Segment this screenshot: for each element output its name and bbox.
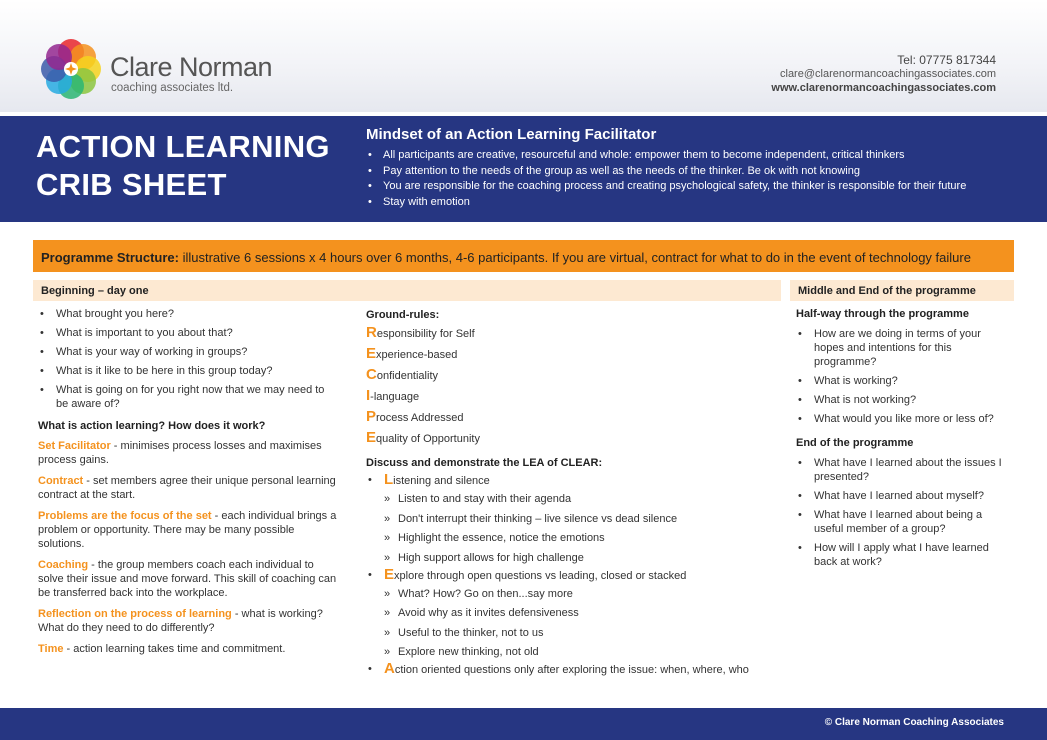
- ground-rule-letter: E: [366, 345, 377, 362]
- definition-item: [38, 607, 338, 635]
- ground-rule-letter: I: [366, 387, 371, 404]
- brand-name: Clare Norman: [110, 52, 273, 82]
- ground-rule-letter: P: [366, 408, 377, 425]
- contact-email[interactable]: clare@clarenormancoachingassociates.com: [780, 68, 996, 80]
- list-item: » Highlight the essence, notice the emotions: [366, 531, 781, 545]
- definition-text: - set members agree their unique personal learning contract at the start.: [38, 475, 336, 501]
- page-title: [36, 128, 330, 204]
- list-item: » Explore new thinking, not old: [366, 645, 781, 659]
- programme-label: Programme Structure:: [41, 250, 179, 265]
- definition-item: [38, 642, 338, 656]
- list-item: » Listen to and stay with their agenda: [366, 492, 781, 506]
- definition-key: Time: [38, 643, 64, 655]
- list-item: • What is your way of working in groups?: [38, 345, 338, 359]
- list-item: • What have I learned about being a useful member of a group?: [796, 508, 1011, 536]
- list-item: » Useful to the thinker, not to us: [366, 626, 781, 640]
- ground-rule-text: esponsibility for Self: [376, 328, 475, 340]
- beginning-questions: [38, 307, 338, 411]
- definition-text: - what is working? What do they need to do differently?: [38, 608, 323, 634]
- list-item: • What is going on for you right now that we may need to be aware of?: [38, 383, 338, 411]
- definition-text: - the group members coach each individual to solve their issue and move forward. This skill of coaching can be transferred back into the workplace.: [38, 559, 337, 599]
- list-item: • What is it like to be here in this group today?: [38, 364, 338, 378]
- what-is-action-learning-heading: What is action learning? How does it work?: [38, 420, 266, 432]
- list-item: » What? How? Go on then...say more: [366, 587, 781, 601]
- ground-rule: [366, 389, 781, 404]
- ground-rule-text: -language: [370, 391, 420, 403]
- halfway-heading: Half-way through the programme: [796, 308, 969, 320]
- clear-text: istening and silence: [393, 475, 490, 487]
- page-header: [0, 0, 1047, 112]
- clear-sublist: [366, 587, 781, 660]
- definition-key: Set Facilitator: [38, 440, 111, 452]
- ground-rule-letter: C: [366, 366, 377, 383]
- clear-item: [366, 565, 781, 583]
- ground-rule-text: rocess Addressed: [376, 412, 464, 424]
- halfway-questions: [796, 327, 1011, 426]
- ground-rule: [366, 368, 781, 383]
- clear-item: [366, 473, 781, 488]
- ground-rule-text: onfidentiality: [376, 370, 438, 382]
- left-column: [38, 307, 338, 656]
- list-item: • All participants are creative, resourceful and whole: empower them to become independent, critical thinkers: [366, 148, 966, 164]
- list-item: • What would you like more or less of?: [796, 412, 1011, 426]
- ground-rule: [366, 347, 781, 362]
- clear-list: [366, 473, 781, 488]
- list-item: • What is working?: [796, 374, 1011, 388]
- flower-logo-icon: [40, 38, 102, 100]
- right-column: [796, 307, 1011, 574]
- definition-key: Problems are the focus of the set: [38, 510, 212, 522]
- clear-heading: Discuss and demonstrate the LEA of CLEAR:: [366, 457, 603, 469]
- ground-rule-letter: R: [366, 324, 377, 341]
- list-item: • Pay attention to the needs of the group as well as the needs of the thinker. Be ok with not knowing: [366, 164, 966, 180]
- definition-text: - minimises process losses and maximises process gains.: [38, 440, 322, 466]
- definition-item: [38, 439, 338, 467]
- title-banner: [0, 116, 1047, 222]
- end-questions: [796, 456, 1011, 569]
- ground-rule-text: quality of Opportunity: [376, 433, 480, 445]
- definition-item: [38, 558, 338, 600]
- list-item: • Stay with emotion: [366, 195, 966, 211]
- copyright: © Clare Norman Coaching Associates: [824, 717, 1004, 728]
- list-item: • What have I learned about myself?: [796, 489, 1011, 503]
- definition-key: Reflection on the process of learning: [38, 608, 232, 620]
- list-item: • What is important to you about that?: [38, 326, 338, 340]
- list-item: • How are we doing in terms of your hopes and intentions for this programme?: [796, 327, 1011, 369]
- list-item: » High support allows for high challenge: [366, 551, 781, 565]
- title-line-1: ACTION LEARNING: [36, 129, 330, 164]
- programme-text: illustrative 6 sessions x 4 hours over 6 months, 4-6 participants. If you are virtual, contract for what to do in the event of technology failure: [178, 250, 971, 265]
- definition-text: - each individual brings a problem or opportunity. There may be many possible solutions.: [38, 510, 337, 550]
- mindset-list: [366, 148, 966, 210]
- ground-rule: [366, 410, 781, 425]
- beginning-heading: Beginning – day one: [33, 280, 781, 301]
- definition-text: - action learning takes time and commitment.: [63, 643, 286, 655]
- list-item: » Avoid why as it invites defensiveness: [366, 606, 781, 620]
- title-line-2: CRIB SHEET: [36, 167, 227, 202]
- list-item: • What brought you here?: [38, 307, 338, 321]
- list-item: • How will I apply what I have learned back at work?: [796, 541, 1011, 569]
- contact-website[interactable]: www.clarenormancoachingassociates.com: [771, 82, 996, 94]
- list-item: • What is not working?: [796, 393, 1011, 407]
- definition-item: [38, 509, 338, 551]
- definition-key: Coaching: [38, 559, 89, 571]
- clear-list: [366, 565, 781, 583]
- ground-rule: [366, 431, 781, 446]
- clear-letter: E: [384, 565, 395, 583]
- clear-text: ction oriented questions only after exploring the issue: when, where, who: [394, 664, 749, 676]
- ground-rules-heading: Ground-rules:: [366, 309, 440, 321]
- ground-rule-text: xperience-based: [376, 349, 458, 361]
- list-item: » Don't interrupt their thinking – live silence vs dead silence: [366, 512, 781, 526]
- list-item: • What have I learned about the issues I presented?: [796, 456, 1011, 484]
- mindset-title: Mindset of an Action Learning Facilitator: [366, 126, 657, 143]
- brand-subtitle: coaching associates ltd.: [111, 82, 234, 94]
- clear-letter: L: [384, 471, 394, 488]
- clear-sublist: [366, 492, 781, 565]
- definition-item: [38, 474, 338, 502]
- middle-end-heading: Middle and End of the programme: [790, 280, 1014, 301]
- programme-structure-bar: [33, 240, 1014, 272]
- definition-key: Contract: [38, 475, 84, 487]
- clear-list: [366, 662, 781, 677]
- middle-column: [366, 308, 781, 677]
- clear-letter: A: [384, 660, 395, 677]
- page-footer: [0, 708, 1047, 740]
- end-heading: End of the programme: [796, 437, 914, 449]
- list-item: • You are responsible for the coaching process and creating psychological safety, the thinker is responsible for their future: [366, 179, 966, 195]
- contact-phone: Tel: 07775 817344: [897, 53, 996, 67]
- clear-item: [366, 662, 781, 677]
- ground-rule-letter: E: [366, 429, 377, 446]
- contact-block: [771, 53, 996, 95]
- ground-rule: [366, 326, 781, 341]
- clear-text: xplore through open questions vs leading, closed or stacked: [394, 569, 687, 582]
